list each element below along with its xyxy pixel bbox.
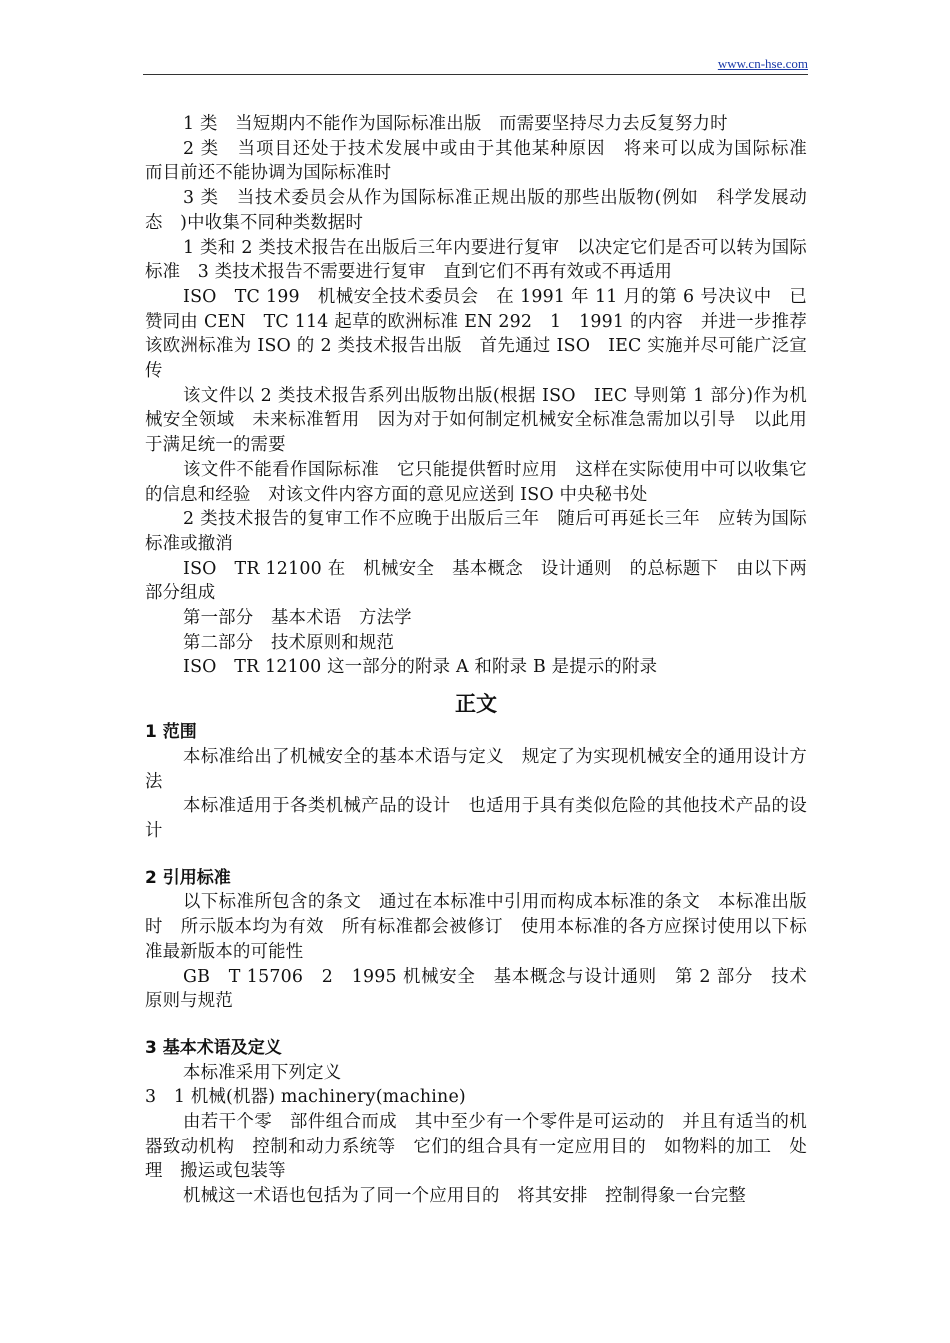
intro-paragraph: 1 类和 2 类技术报告在出版后三年内要进行复审 以决定它们是否可以转为国际标准 3 类技术报告不需要进行复审 直到它们不再有效或不再适用 [145, 237, 807, 283]
section-paragraph: 本标准采用下列定义 [183, 1062, 342, 1083]
section-heading-references: 2 引用标准 [145, 867, 231, 888]
intro-paragraph: ISO TR 12100 这一部分的附录 A 和附录 B 是提示的附录 [183, 657, 658, 678]
section-paragraph: GB T 15706 2 1995 机械安全 基本概念与设计通则 第 2 部分 技术原则与规范 [145, 966, 807, 1012]
section-heading-scope: 1 范围 [145, 722, 197, 743]
intro-paragraph: 1 类 当短期内不能作为国际标准出版 而需要坚持尽力去反复努力时 [183, 114, 728, 134]
section-paragraph: 本标准给出了机械安全的基本术语与定义 规定了为实现机械安全的通用设计方法 [145, 746, 807, 792]
section-paragraph: 以下标准所包含的条文 通过在本标准中引用而构成本标准的条文 本标准出版时 所示版本均为有效 所有标准都会被修订 使用本标准的各方应探讨使用以下标准最新版本的可能性 [145, 892, 807, 962]
term-entry: 3 1 机械(机器) machinery(machine) [145, 1087, 466, 1108]
website-link[interactable]: www.cn-hse.com [717, 56, 808, 71]
intro-paragraph: 3 类 当技术委员会从作为国际标准正规出版的那些出版物(例如 科学发展动态 )中收集不同种类数据时 [145, 188, 807, 233]
section-heading-terms: 3 基本术语及定义 [145, 1037, 282, 1058]
intro-paragraph: ISO TC 199 机械安全技术委员会 在 1991 年 11 月的第 6 号决议中 已赞同由 CEN TC 114 起草的欧洲标准 EN 292 1 1991 的内容 并进一步推荐该欧洲标准为 ISO 的 2 类技术报告出版 首先通过 ISO IEC 实施并尽可能广泛宣传 [145, 286, 807, 382]
intro-paragraph: 2 类技术报告的复审工作不应晚于出版后三年 随后可再延长三年 应转为国际标准或撤消 [145, 509, 807, 554]
section-paragraph: 由若干个零 部件组合而成 其中至少有一个零件是可运动的 并且有适当的机器致动机构 控制和动力系统等 它们的组合具有一定应用目的 如物料的加工 处理 搬运或包装等 [145, 1112, 807, 1182]
intro-paragraph: 2 类 当项目还处于技术发展中或由于其他某种原因 将来可以成为国际标准 而目前还不能协调为国际标准时 [145, 138, 825, 184]
intro-paragraph: 第一部分 基本术语 方法学 [183, 608, 412, 629]
intro-paragraph: ISO TR 12100 在 机械安全 基本概念 设计通则 的总标题下 由以下两部分组成 [145, 558, 807, 604]
intro-paragraph: 该文件不能看作国际标准 它只能提供暂时应用 这样在实际使用中可以收集它的信息和经验 对该文件内容方面的意见应送到 ISO 中央秘书处 [145, 459, 807, 505]
section-paragraph: 本标准适用于各类机械产品的设计 也适用于具有类似危险的其他技术产品的设计 [145, 796, 807, 841]
main-title: 正文 [455, 692, 497, 717]
spacer [145, 844, 807, 866]
document-body [145, 112, 825, 1209]
page-header [143, 52, 808, 75]
section-paragraph: 机械这一术语也包括为了同一个应用目的 将其安排 控制得象一台完整 [183, 1186, 746, 1207]
intro-paragraph: 第二部分 技术原则和规范 [183, 632, 395, 653]
intro-paragraph: 该文件以 2 类技术报告系列出版物出版(根据 ISO IEC 导则第 1 部分)作为机械安全领域 未来标准暂用 因为对于如何制定机械安全标准急需加以引导 以此用于满足统一的需要 [145, 385, 807, 456]
spacer [145, 1014, 807, 1036]
